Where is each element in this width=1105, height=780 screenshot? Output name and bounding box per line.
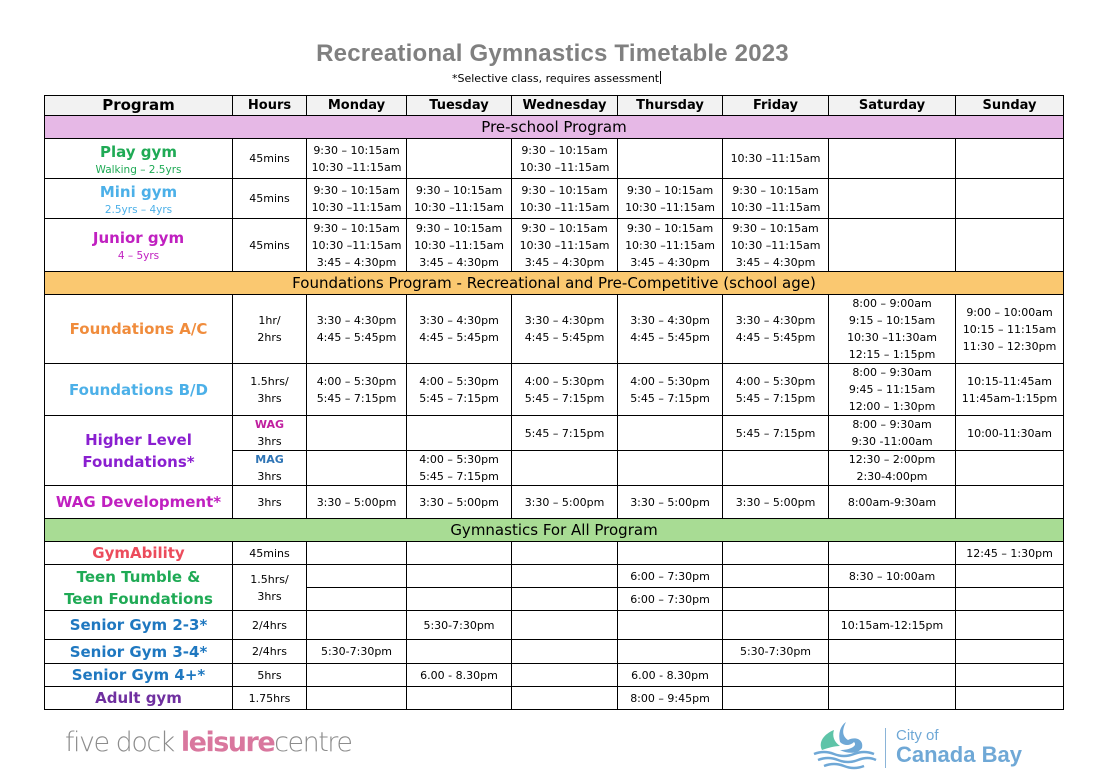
time-slot: 12:15 – 1:15pm [848,348,936,361]
time-cell-sun [956,139,1064,179]
time-slot: 5:45 – 7:15pm [419,470,499,483]
logo-text-leisure: leisure [180,727,275,758]
time-cell-fri: 3:30 – 5:00pm [723,486,829,519]
time-slot: 3:45 – 4:30pm [630,255,710,269]
hours-line: 1hr/ [258,314,281,327]
time-slot: 10:15 – 11:15am [962,322,1057,336]
time-cell-wed [512,219,618,272]
canada-bay-logo-icon [812,720,880,770]
time-cell-wed [512,139,618,179]
time-cell-tue [407,364,512,416]
time-cell-fri [723,295,829,364]
time-cell-sat [829,139,956,179]
hours-cell: 2/4hrs [233,640,307,664]
time-slot: 10:30 –11:15am [730,238,821,252]
time-cell-sun: 12:45 – 1:30pm [956,542,1064,565]
time-cell-wed [512,611,618,640]
hours-line: 3hrs [257,469,282,483]
header-tuesday: Tuesday [407,96,512,116]
header-sunday: Sunday [956,96,1064,116]
row-senior-gym-2-3 [45,611,1064,640]
logo-text-five-dock: five dock [65,727,181,758]
time-slot: 8:00 – 9:30am [852,366,932,379]
time-cell-sun [956,664,1064,687]
row-play-gym [45,139,1064,179]
time-slot: 3:45 – 4:30pm [524,255,605,269]
program-senior-gym-3-4: Senior Gym 3-4* [45,640,233,664]
mag-label: MAG [255,452,284,466]
time-cell-fri [723,219,829,272]
subtitle-note [452,71,661,85]
row-teen-1 [45,565,1064,588]
time-slot: 10:30 –11:15am [311,200,402,214]
time-cell-sat [829,687,956,710]
timetable [44,95,1064,710]
time-slot: 5:45 – 7:15pm [316,391,397,405]
time-cell-tue [407,179,512,219]
time-cell-mon [307,364,407,416]
time-slot: 4:00 – 5:30pm [524,374,605,388]
time-cell-sat: 8:00am-9:30am [829,486,956,519]
time-slot: 12:30 – 2:00pm [848,453,936,466]
time-cell-sun [956,179,1064,219]
section-preschool: Pre-school Program [45,116,1064,139]
time-cell-mon: 3:30 – 5:00pm [307,486,407,519]
time-cell-mon [307,139,407,179]
time-cell-thu [618,640,723,664]
time-cell-fri [723,364,829,416]
row-foundations-ac [45,295,1064,364]
hours-line: 2hrs [257,331,282,344]
time-cell-tue [407,219,512,272]
time-cell-fri: 5:30-7:30pm [723,640,829,664]
time-slot: 9:00 – 10:00am [966,305,1053,319]
time-cell-thu [618,451,723,486]
hours-cell [233,451,307,486]
time-cell-mon [307,664,407,687]
time-slot: 3:45 – 4:30pm [735,255,816,269]
hours-cell [233,295,307,364]
time-slot: 10:15-11:45am [967,374,1052,388]
row-higher-level-wag [45,416,1064,451]
program-name-line: Teen Tumble & [76,567,201,586]
time-cell-thu: 6:00 – 7:30pm [618,588,723,611]
header-hours: Hours [233,96,307,116]
text-cursor [660,71,661,84]
hours-cell: 2/4hrs [233,611,307,640]
time-cell-mon [307,451,407,486]
time-cell-tue [407,542,512,565]
time-cell-mon [307,565,407,588]
time-cell-sun [956,451,1064,486]
time-cell-wed [512,179,618,219]
time-cell-thu [618,139,723,179]
time-cell-mon: 5:30-7:30pm [307,640,407,664]
header-friday: Friday [723,96,829,116]
hours-line: 3hrs [257,589,282,603]
time-cell-fri [723,687,829,710]
time-cell-sat: 10:15am-12:15pm [829,611,956,640]
time-cell-thu [618,611,723,640]
time-slot: 4:00 – 5:30pm [316,374,397,388]
program-foundations-bd: Foundations B/D [45,364,233,416]
program-foundations-ac: Foundations A/C [45,295,233,364]
row-junior-gym [45,219,1064,272]
time-cell-thu: 8:00 – 9:45pm [618,687,723,710]
time-slot: 8:00 – 9:30am [852,418,932,431]
city-of-canada-bay-logo [812,718,1052,773]
time-slot: 9:30 – 10:15am [313,221,400,235]
time-cell-thu: 3:30 – 5:00pm [618,486,723,519]
hours-cell [233,565,307,611]
time-cell-thu [618,179,723,219]
time-cell-thu: 6:00 – 7:30pm [618,565,723,588]
time-cell-sat [829,295,956,364]
time-cell-tue [407,451,512,486]
header-wednesday: Wednesday [512,96,618,116]
program-senior-gym-2-3: Senior Gym 2-3* [45,611,233,640]
time-slot: 5:45 – 7:15pm [419,391,499,405]
time-cell-fri [723,588,829,611]
time-cell-fri [723,451,829,486]
time-slot: 10:30 –11:15am [311,160,402,174]
time-cell-fri [723,664,829,687]
hours-line: 3hrs [257,391,282,405]
time-cell-mon [307,219,407,272]
time-cell-wed [512,664,618,687]
time-cell-mon [307,295,407,364]
row-adult-gym [45,687,1064,710]
hours-line: 1.5hrs/ [250,374,289,388]
time-slot: 9:45 – 11:15am [848,383,936,396]
time-cell-sat [829,542,956,565]
program-senior-gym-4: Senior Gym 4+* [45,664,233,687]
program-name: Junior gym [92,229,185,247]
time-cell-sat [829,588,956,611]
time-slot: 5:45 – 7:15pm [735,426,816,440]
time-slot: 9:30 – 10:15am [313,183,400,197]
row-mini-gym [45,179,1064,219]
time-slot: 10:00-11:30am [967,426,1052,440]
time-cell-tue [407,139,512,179]
time-cell-wed [512,640,618,664]
time-cell-wed [512,687,618,710]
page-title: Recreational Gymnastics Timetable 2023 [316,40,789,67]
header-monday: Monday [307,96,407,116]
time-cell-sun [956,486,1064,519]
program-junior-gym [45,219,233,272]
time-slot: 9:30 – 10:15am [415,221,503,235]
time-slot: 4:45 – 5:45pm [419,331,499,344]
hours-cell: 45mins [233,219,307,272]
program-wag-development: WAG Development* [45,486,233,519]
time-cell-wed [512,542,618,565]
section-gymnastics-for-all: Gymnastics For All Program [45,519,1064,542]
hours-cell [233,364,307,416]
time-cell-thu [618,364,723,416]
time-cell-tue [407,588,512,611]
time-slot: 9:30 – 10:15am [415,183,503,197]
time-cell-tue [407,640,512,664]
program-age: 2.5yrs – 4yrs [104,203,173,216]
time-slot: 5:45 – 7:15pm [524,426,605,440]
program-gymability: GymAbility [45,542,233,565]
time-cell-sun [956,640,1064,664]
time-slot: 10:30 –11:15am [311,238,402,252]
time-slot: 4:45 – 5:45pm [630,331,710,344]
time-cell-sat [829,640,956,664]
time-slot: 3:30 – 4:30pm [524,314,605,327]
header-program: Program [45,96,233,116]
time-cell-mon [307,588,407,611]
time-cell-tue: 3:30 – 5:00pm [407,486,512,519]
time-cell-sun [956,588,1064,611]
time-cell-sun [956,565,1064,588]
section-foundations: Foundations Program - Recreational and Pre-Competitive (school age) [45,272,1064,295]
time-slot: 12:00 – 1:30pm [848,400,936,413]
time-slot: 11:45am-1:15pm [961,391,1058,405]
time-cell-sat [829,451,956,486]
time-slot: 9:30 – 10:15am [521,183,608,197]
time-cell-fri [723,611,829,640]
time-slot: 9:30 – 10:15am [626,183,714,197]
program-teen-tumble [45,565,233,611]
hours-cell: 45mins [233,139,307,179]
time-cell-fri [723,416,829,451]
time-slot: 5:45 – 7:15pm [735,391,816,405]
time-slot: 10:30 –11:30am [847,331,937,344]
time-cell-wed [512,364,618,416]
logo-text-canada-bay: Canada Bay [896,742,1022,767]
row-gymability [45,542,1064,565]
time-cell-sun [956,295,1064,364]
wag-label: WAG [254,417,285,431]
time-slot: 3:30 – 4:30pm [735,314,816,327]
time-cell-sun [956,219,1064,272]
time-slot: 3:30 – 4:30pm [419,314,499,327]
time-cell-wed [512,416,618,451]
time-cell-thu [618,219,723,272]
time-cell-sat [829,364,956,416]
time-slot: 4:45 – 5:45pm [524,331,605,344]
time-cell-sat [829,179,956,219]
program-name: Mini gym [99,182,178,201]
time-cell-fri [723,179,829,219]
time-cell-mon [307,687,407,710]
time-slot: 9:15 – 10:15am [848,314,936,327]
hours-cell: 3hrs [233,486,307,519]
logo-text-city-of: City of [896,727,939,744]
time-slot: 9:30 – 10:15am [521,221,608,235]
time-slot: 4:00 – 5:30pm [419,453,499,466]
row-senior-gym-4 [45,664,1064,687]
program-age: 4 – 5yrs [117,250,160,262]
time-slot: 10:30 –11:15am [730,200,821,214]
time-cell-thu [618,416,723,451]
time-cell-mon [307,179,407,219]
row-senior-gym-3-4 [45,640,1064,664]
time-cell-sun [956,611,1064,640]
time-slot: 9:30 – 10:15am [626,221,714,235]
header-saturday: Saturday [829,96,956,116]
time-slot: 9:30 – 10:15am [732,183,819,197]
program-name-line: Foundations* [82,452,195,471]
hours-cell: 5hrs [233,664,307,687]
time-cell-sat: 8:30 – 10:00am [829,565,956,588]
program-mini-gym [45,179,233,219]
hours-cell: 1.75hrs [233,687,307,710]
time-cell-wed: 3:30 – 5:00pm [512,486,618,519]
time-cell-wed [512,451,618,486]
time-slot: 9:30 -11:00am [851,435,933,448]
time-cell-tue: 5:30-7:30pm [407,611,512,640]
time-cell-tue [407,687,512,710]
logo-text-centre: centre [274,727,352,758]
hours-line: 3hrs [257,434,282,448]
time-slot: 10:30 –11:15am [625,238,715,252]
time-slot: 10:30 –11:15am [519,238,610,252]
program-age: Walking – 2.5yrs [95,163,182,176]
time-slot: 10:30 –11:15am [730,152,821,165]
time-slot: 9:30 – 10:15am [732,221,819,235]
time-cell-wed [512,295,618,364]
time-slot: 4:00 – 5:30pm [630,374,710,388]
hours-cell: 45mins [233,542,307,565]
time-cell-tue: 6.00 - 8.30pm [407,664,512,687]
five-dock-leisure-centre-logo [65,727,351,758]
time-slot: 3:45 – 4:30pm [316,255,397,269]
time-cell-mon [307,416,407,451]
time-cell-sun [956,687,1064,710]
time-cell-thu [618,295,723,364]
program-play-gym [45,139,233,179]
time-slot: 4:45 – 5:45pm [735,331,816,344]
time-cell-wed [512,588,618,611]
time-slot: 10:30 –11:15am [625,200,715,214]
time-cell-sun [956,416,1064,451]
row-foundations-bd [45,364,1064,416]
time-cell-sat [829,664,956,687]
program-higher-level-foundations [45,416,233,486]
time-cell-thu [618,542,723,565]
time-slot: 3:45 – 4:30pm [419,255,499,269]
hours-cell: 45mins [233,179,307,219]
time-slot: 3:30 – 4:30pm [630,314,710,327]
time-slot: 4:45 – 5:45pm [316,331,397,344]
time-cell-fri [723,565,829,588]
time-cell-sat [829,219,956,272]
time-cell-fri [723,139,829,179]
time-slot: 8:00 – 9:00am [852,297,932,310]
time-slot: 5:45 – 7:15pm [524,391,605,405]
time-slot: 10:30 –11:15am [519,160,610,174]
header-row [45,96,1064,116]
time-slot: 11:30 – 12:30pm [962,339,1057,353]
time-slot: 5:45 – 7:15pm [630,391,710,405]
time-cell-tue [407,295,512,364]
time-slot: 10:30 –11:15am [414,238,504,252]
time-cell-fri [723,542,829,565]
header-thursday: Thursday [618,96,723,116]
row-wag-development [45,486,1064,519]
time-cell-wed [512,565,618,588]
program-name-line: Higher Level [85,430,192,449]
time-slot: 3:30 – 4:30pm [316,314,397,327]
time-slot: 9:30 – 10:15am [521,143,608,157]
time-slot: 10:30 –11:15am [519,200,610,214]
time-slot: 4:00 – 5:30pm [735,374,816,388]
program-name-line: Teen Foundations [64,589,213,608]
time-cell-sun [956,364,1064,416]
time-slot: 2:30-4:00pm [856,470,928,483]
time-cell-mon [307,611,407,640]
hours-line: 1.5hrs/ [250,572,289,586]
time-cell-sat [829,416,956,451]
time-cell-tue [407,565,512,588]
program-adult-gym: Adult gym [45,687,233,710]
time-cell-thu: 6.00 - 8.30pm [618,664,723,687]
time-slot: 10:30 –11:15am [414,200,504,214]
time-cell-tue [407,416,512,451]
time-cell-mon [307,542,407,565]
subtitle-text: *Selective class, requires assessment [452,72,660,85]
time-slot: 4:00 – 5:30pm [419,374,499,388]
program-name: Play gym [100,142,177,161]
logo-divider [885,728,886,768]
hours-cell [233,416,307,451]
time-slot: 9:30 – 10:15am [313,143,400,157]
